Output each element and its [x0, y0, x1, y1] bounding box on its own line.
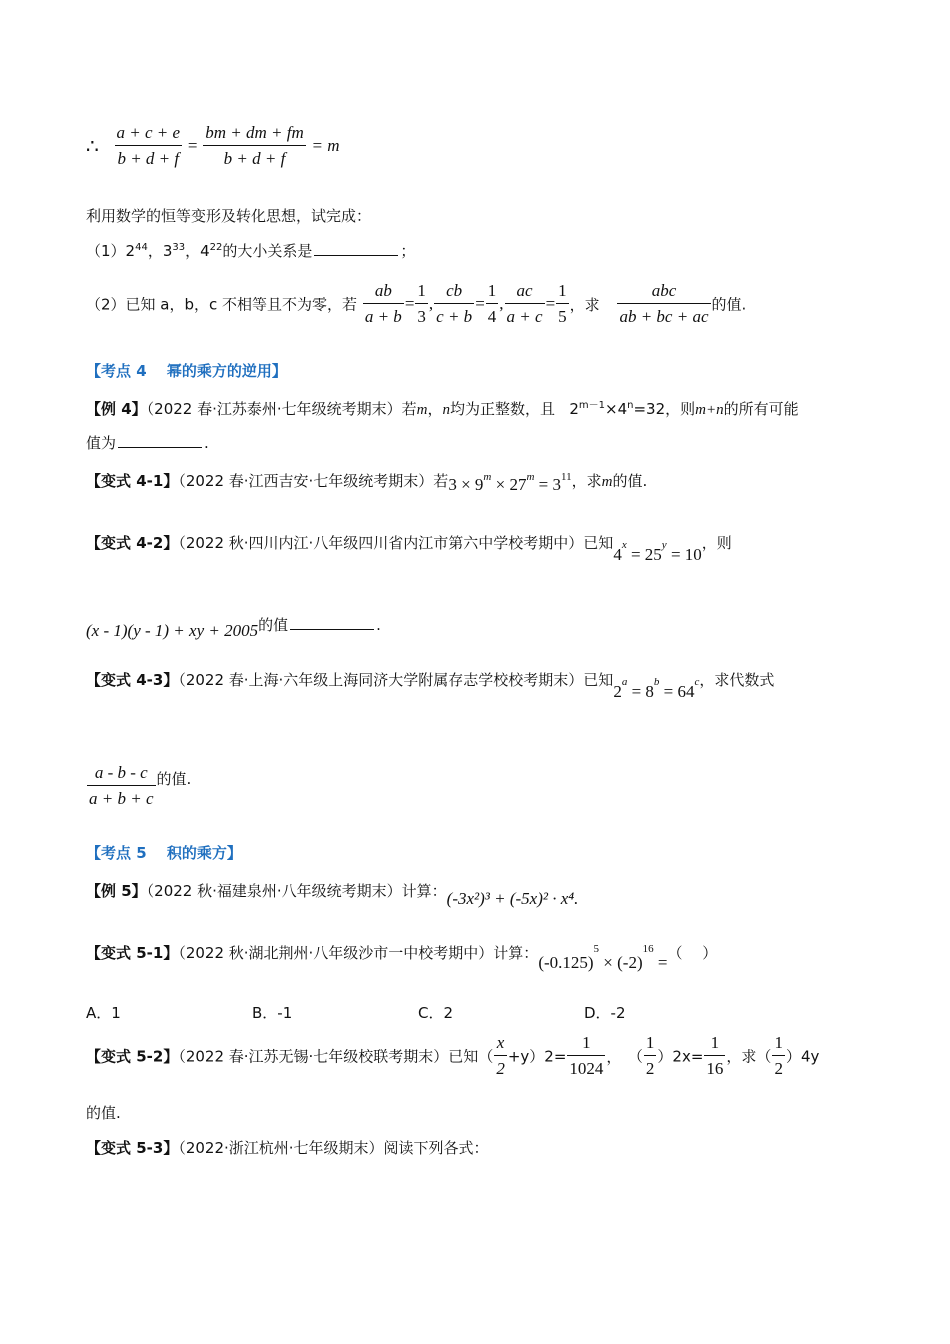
- fraction-ace-over-bdf: [115, 124, 183, 168]
- question-1: $(1)2^{44}$，$3^{33}$，$4^{22}$的大小关系是 ；: [86, 242, 416, 260]
- section-heading-4: 【考点 4 幂的乘方的逆用】: [86, 362, 287, 380]
- fraction-denominator: b + d + f: [117, 149, 180, 168]
- fraction-1-over-2: $\frac{1}{2}$: [645, 1033, 655, 1078]
- variant-4-2-line2: (x - 1)(y - 1) + xy + 2005的值 .: [86, 616, 381, 640]
- variant-4-3-line2: $\frac{a - b - c}{a + b + c}$ 的值.: [89, 763, 192, 808]
- question-2: （2）已知 a，b，c 不相等且不为零，若 $\frac{ab}{a + b}$ = $\frac{1}{3}$ , $\frac{cb}{c + b}$ = $\frac{1}{4}$ , $\frac{ac}{a + c}$ = $\frac{1}{5}$ ，求 $\frac{\text{abc}}{ab + bc + ac}$ 的值.: [86, 281, 747, 326]
- answer-blank[interactable]: [314, 241, 398, 256]
- variant-4-3: 【变式 4-3】（2022 春·上海·六年级上海同济大学附属存志学校校考期末）已知$2^a = 8^b = 64^c$，求代数式: [86, 671, 775, 701]
- section-heading-5: 【考点 5 积的乘方】: [86, 844, 242, 862]
- variant-5-3: 【变式 5-3】（2022·浙江杭州·七年级期末）阅读下列各式：: [86, 1139, 489, 1157]
- therefore-line: ∴ $\frac{a + c + e}{b + d + f}$ = $\frac{bm + dm + fm}{b + d + f}$ = m: [86, 123, 340, 168]
- variant-5-2: 【变式 5-2】（2022 春·江苏无锡·七年级校联考期末）已知（ $\frac{x}{2}$ +y）2= $\frac{1}{1024}$ ， （ $\frac{1}{2}$ ）2x= $\frac{1}{16}$ ，求（ $\frac{1}{2}$ ）4y: [86, 1033, 820, 1078]
- fraction-numerator: bm + dm + fm: [203, 124, 306, 146]
- expression: (-3x²)³ + (-5x)² · x⁴.: [446, 889, 579, 908]
- fraction-one-third: $\frac{1}{3}$: [417, 281, 426, 326]
- fraction-1-over-16: $\frac{1}{16}$: [706, 1033, 724, 1078]
- example-4-line2: 值为 .: [86, 434, 209, 452]
- answer-blank[interactable]: [118, 433, 202, 448]
- answer-blank[interactable]: [290, 615, 374, 630]
- fraction-ab: $\frac{ab}{a + b}$: [364, 281, 402, 326]
- fraction-one-fifth: $\frac{1}{5}$: [558, 281, 567, 326]
- example-5: 【例 5】（2022 秋·福建泉州·八年级统考期末）计算：(-3x²)³ + (-5x)² · x⁴.: [86, 882, 579, 908]
- fraction-cb: $\frac{cb}{c + b}$: [436, 281, 473, 326]
- intro-text: 利用数学的恒等变形及转化思想，试完成：: [86, 207, 372, 225]
- example-4: 【例 4】（2022 春·江苏泰州·七年级统考期末）若m，n均为正整数，且 $2^{m-1}\times 4^n=32$，则m+n的所有可能: [86, 400, 799, 418]
- choice-c[interactable]: C．2: [418, 1004, 454, 1022]
- choice-d[interactable]: D．-2: [584, 1004, 626, 1022]
- fraction-numerator: a + c + e: [115, 124, 183, 146]
- fraction-one-quarter: $\frac{1}{4}$: [487, 281, 497, 326]
- variant-4-2: 【变式 4-2】（2022 秋·四川内江·八年级四川省内江市第六中学校考期中）已知$4^x = 25^y = 10$，则: [86, 534, 732, 564]
- fraction-bm-dm-fm: [203, 124, 306, 168]
- variant-5-2-line2: 的值.: [86, 1104, 121, 1122]
- choice-a[interactable]: A．1: [86, 1004, 121, 1022]
- fraction-a-b-c: $\frac{a - b - c}{a + b + c}$: [89, 763, 154, 808]
- variant-4-1: 【变式 4-1】（2022 春·江西吉安·七年级统考期末）若$3 \times 9^m \times 27^m = 3^{11}$，求m的值.: [86, 471, 648, 494]
- therefore-symbol: ∴: [86, 134, 99, 158]
- fraction-ac: $\frac{ac}{a + c}$: [506, 281, 543, 326]
- fraction-1-over-2: $\frac{1}{2}$: [774, 1033, 783, 1078]
- fraction-abc: $\frac{\text{abc}}{ab + bc + ac}$: [619, 281, 709, 326]
- choice-b[interactable]: B．-1: [252, 1004, 293, 1022]
- variant-5-1: 【变式 5-1】（2022 秋·湖北荆州·八年级沙市一中校考期中）计算：$(-0.125)^5 \times (-2)^{16}$ =（ ）: [86, 943, 718, 972]
- fraction-1-over-1024: $\frac{1}{1024}$: [569, 1033, 604, 1078]
- fraction-denominator: b + d + f: [223, 149, 286, 168]
- equals-m: = m: [311, 136, 340, 155]
- fraction-x-over-2: $\frac{x}{2}$: [496, 1033, 505, 1078]
